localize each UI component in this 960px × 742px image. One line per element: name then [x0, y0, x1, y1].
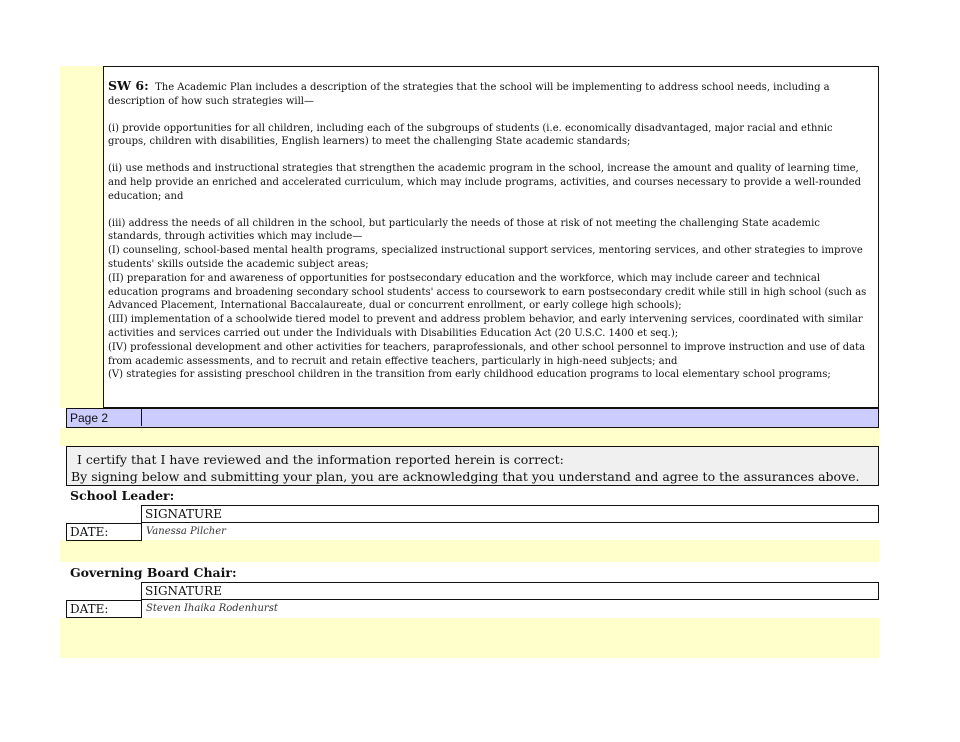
page-row — [66, 408, 879, 428]
board-chair-signature-label: SIGNATURE — [141, 582, 879, 600]
sw6-sub-IV: (IV) professional development and other activities for teachers, paraprofessionals, and other school personnel to improve instruction and use of data from academic assessments, and to recruit and retain effective teachers, particularly in high-need subjects; and — [108, 341, 866, 367]
band-3 — [60, 618, 879, 658]
sw6-intro: The Academic Plan includes a description of the strategies that the school will be implementing to address school needs, including a description of how such strategies will— — [108, 82, 830, 107]
board-chair-date-label: DATE: — [66, 600, 142, 618]
school-leader-signature-label: SIGNATURE — [141, 505, 879, 523]
school-leader-heading: School Leader: — [70, 488, 175, 503]
school-leader-signature: Vanessa Pilcher — [146, 526, 226, 537]
sw6-sub-II: (II) preparation for and awareness of opportunities for postsecondary education and the workforce, which may include career and technical education programs and broadening secondary school students' access to coursework to earn postsecondary credit while still in high school (such as Advanced Placement, International Baccalaureate, dual or concurrent enrollment, or early college high schools); — [108, 272, 867, 312]
school-leader-date-label: DATE: — [66, 523, 142, 541]
sw6-item-iii: (iii) address the needs of all children in the school, but particularly the needs of those at risk of not meeting the challenging State academic standards, through activities which may include— — [108, 217, 820, 243]
page-label: Page 2 — [67, 409, 142, 426]
board-chair-signature: Steven Ihaika Rodenhurst — [146, 603, 278, 614]
band-1 — [60, 428, 879, 446]
certification-box — [66, 446, 879, 486]
sw6-section — [103, 66, 879, 408]
sw6-sub-III: (III) implementation of a schoolwide tiered model to prevent and address problem behavior, and early intervening services, coordinated with similar activities and services carried out under the Individuals with Disabilities Education Act (20 U.S.C. 1400 et seq.); — [108, 314, 863, 339]
certify-line-1: I certify that I have reviewed and the information reported herein is correct: — [77, 452, 564, 467]
band-2 — [60, 540, 879, 562]
sw6-sub-V: (V) strategies for assisting preschool children in the transition from early childhood education programs to local elementary school programs; — [108, 369, 831, 381]
sw6-label: SW 6: — [108, 78, 149, 93]
sw6-item-i: (i) provide opportunities for all children, including each of the subgroups of students (i.e. economically disadvantaged, major racial and ethnic groups, children with disabilities, English learners) to meet the challenging State academic standards; — [108, 122, 833, 148]
certify-line-2: By signing below and submitting your plan, you are acknowledging that you understand and agree to the assurances above. — [71, 469, 860, 484]
sw6-sub-I: (I) counseling, school-based mental health programs, specialized instructional support services, mentoring services, and other strategies to improve students' skills outside the academic subject areas; — [108, 245, 863, 270]
left-margin-strip — [60, 66, 104, 408]
board-chair-heading: Governing Board Chair: — [70, 565, 237, 580]
sw6-item-ii: (ii) use methods and instructional strategies that strengthen the academic program in the school, increase the amount and quality of learning time, and help provide an enriched and accelerated curriculum, which may include programs, activities, and courses necessary to provide a well-rounded education; and — [108, 163, 861, 202]
